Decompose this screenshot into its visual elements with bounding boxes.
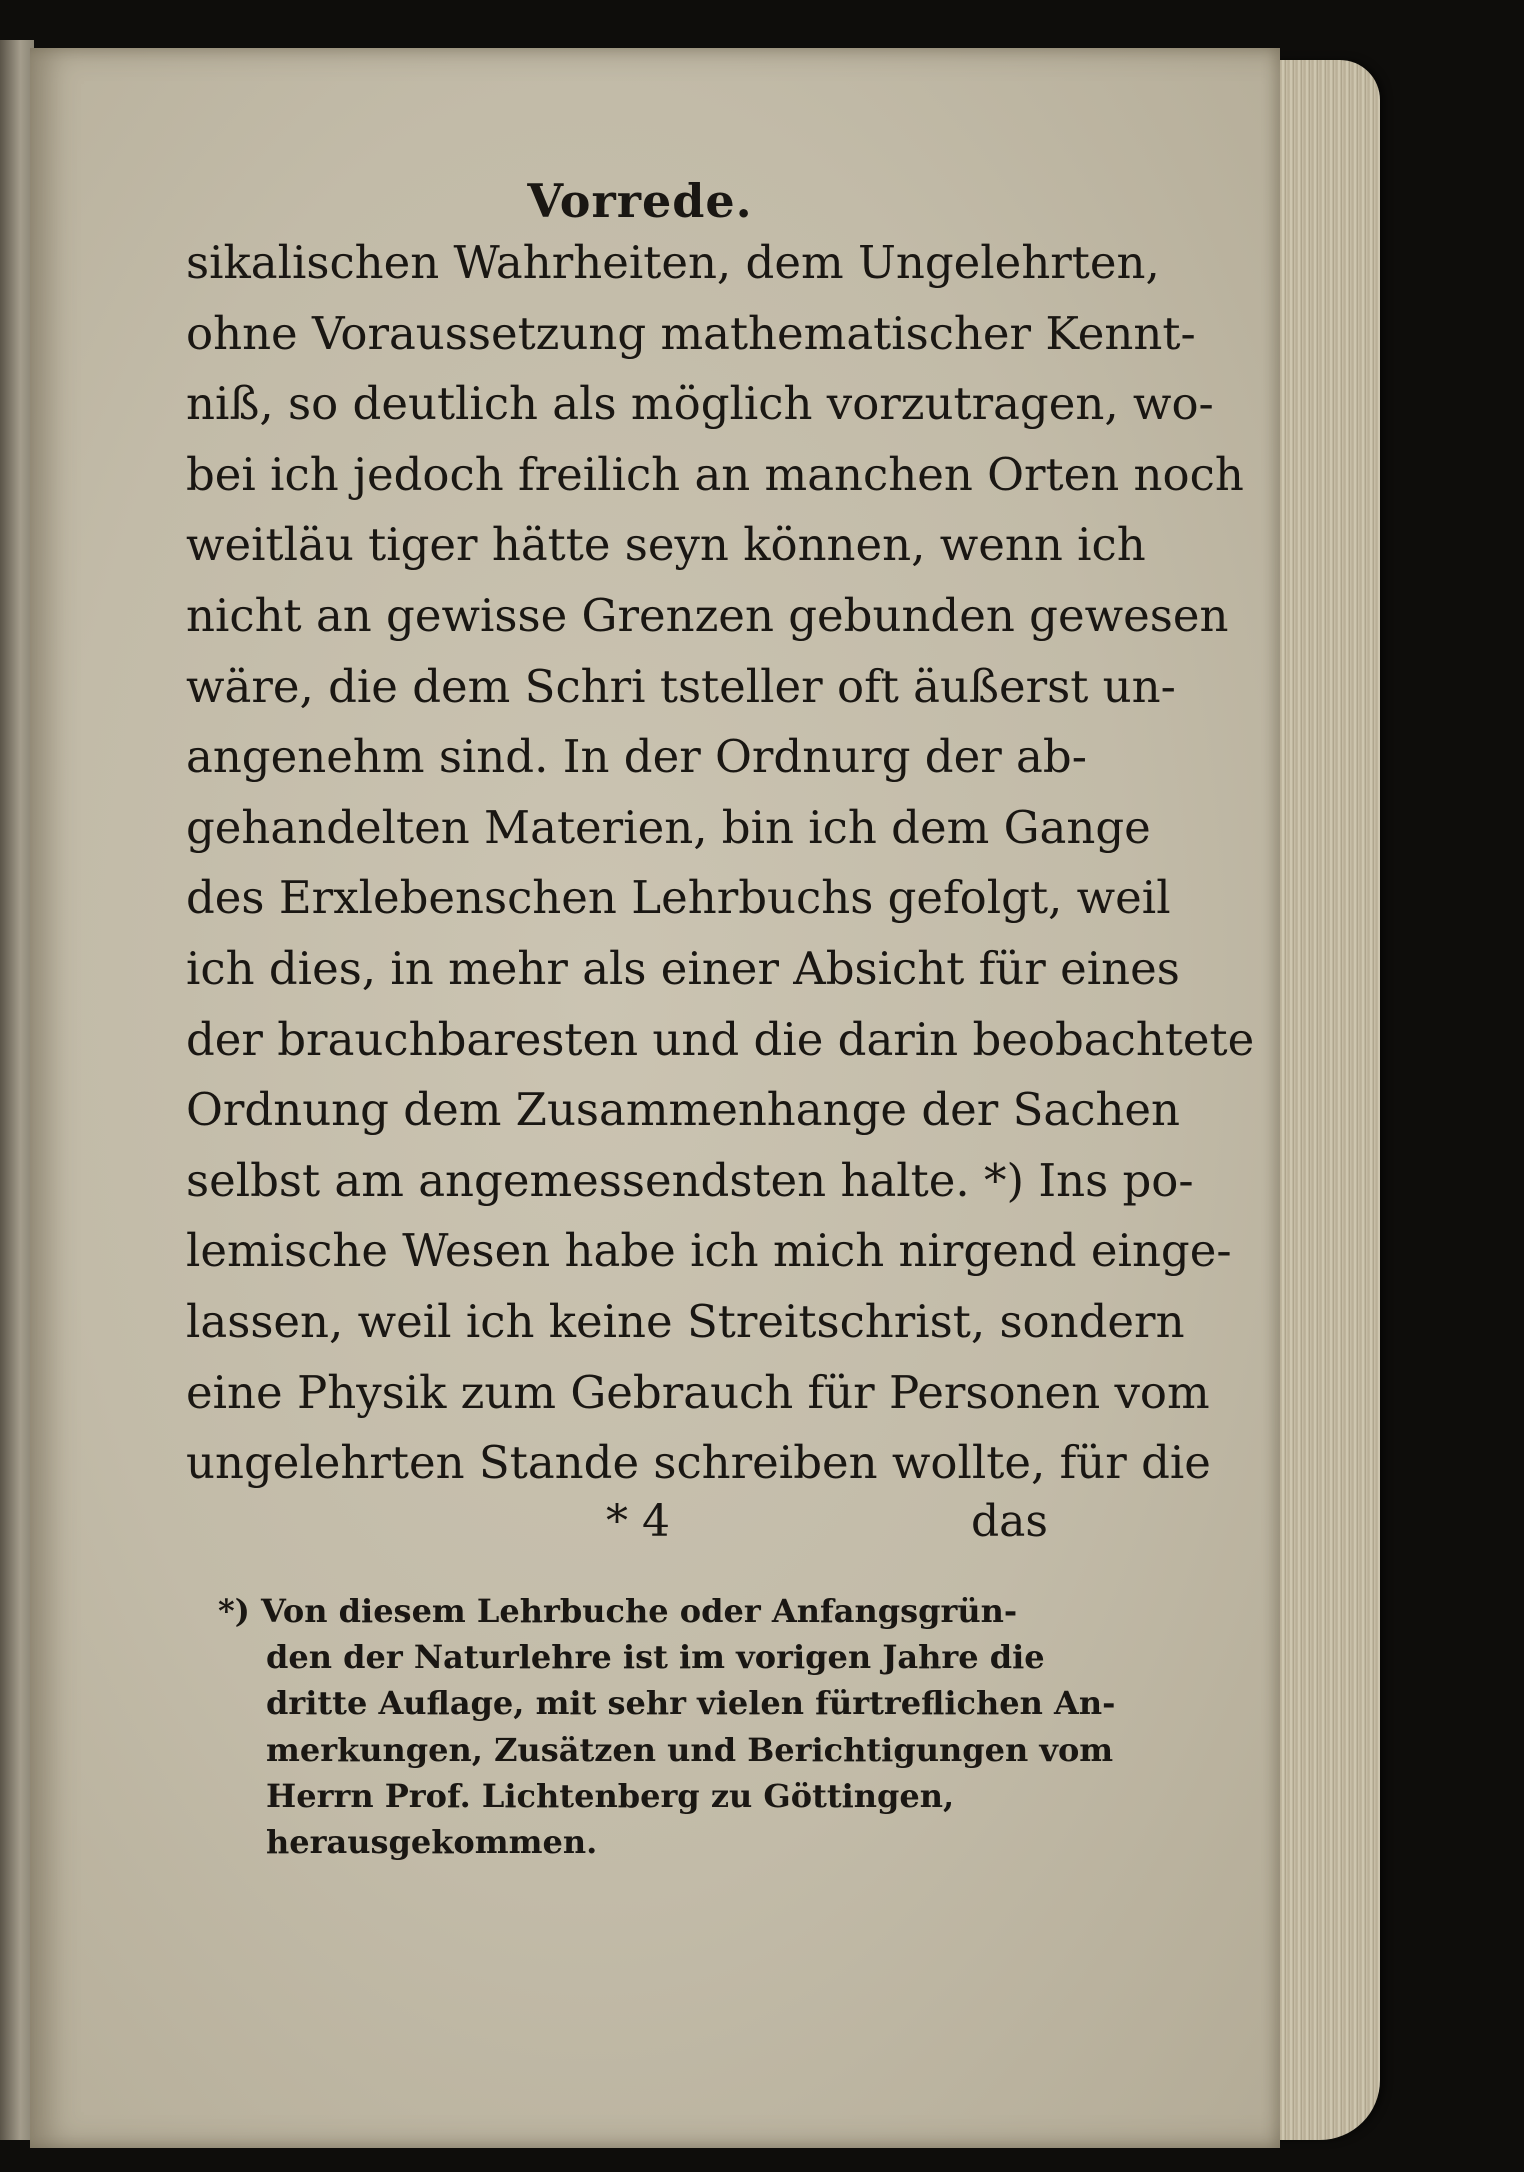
signature-row	[186, 1496, 1048, 1556]
footnote-line: den der Naturlehre ist im vorigen Jahre die	[266, 1638, 1045, 1677]
text-line: des Erxlebenschen Lehrbuchs gefolgt, weil	[186, 871, 1171, 925]
text-line: eine Physik zum Gebrauch für Personen vom	[186, 1365, 1210, 1419]
footnote-line: *) Von diesem Lehrbuche oder Anfangsgrün-	[218, 1592, 1018, 1630]
text-line: selbst am angemessendsten halte. *) Ins po-	[186, 1153, 1194, 1207]
footnote-line: merkungen, Zusätzen und Berichtigungen vom	[266, 1730, 1114, 1769]
body-text	[186, 228, 1255, 1499]
text-line: sikalischen Wahrheiten, dem Ungelehrten,	[186, 236, 1160, 289]
text-line: ohne Voraussetzung mathematischer Kennt-	[186, 306, 1196, 360]
text-line: wäre, die dem Schri tsteller oft äußerst un-	[186, 659, 1176, 713]
footnote-line: dritte Auflage, mit sehr vielen fürtreflichen An-	[266, 1684, 1116, 1723]
text-line: bei ich jedoch freilich an manchen Orten noch	[186, 447, 1244, 501]
text-line: ungelehrten Stande schreiben wollte, für die	[186, 1436, 1211, 1490]
page-stack-edge	[1270, 60, 1380, 2140]
signature-mark: * 4	[606, 1496, 670, 1547]
text-line: weitläu tiger hätte seyn können, wenn ich	[186, 518, 1146, 572]
text-line: angenehm sind. In der Ordnurg der ab-	[186, 730, 1087, 784]
catchword: das	[971, 1496, 1048, 1547]
text-line: niß, so deutlich als möglich vorzutragen, wo-	[186, 377, 1214, 431]
text-line: nicht an gewisse Grenzen gebunden gewesen	[186, 588, 1229, 642]
text-line: ich dies, in mehr als einer Absicht für eines	[186, 941, 1180, 995]
footnote-line: Herrn Prof. Lichtenberg zu Göttingen,	[266, 1776, 955, 1815]
running-header: Vorrede.	[527, 174, 753, 228]
facing-page-edge	[0, 40, 34, 2140]
text-line: Ordnung dem Zusammenhange der Sachen	[186, 1083, 1181, 1137]
footnote	[218, 1588, 1116, 1865]
text-line: der brauchbaresten und die darin beobachtete	[186, 1012, 1255, 1066]
text-line: lemische Wesen habe ich mich nirgend einge-	[186, 1224, 1232, 1278]
text-line: gehandelten Materien, bin ich dem Gange	[186, 800, 1151, 854]
footnote-line: herausgekommen.	[266, 1822, 598, 1861]
text-line: lassen, weil ich keine Streitschrist, sondern	[186, 1294, 1185, 1348]
